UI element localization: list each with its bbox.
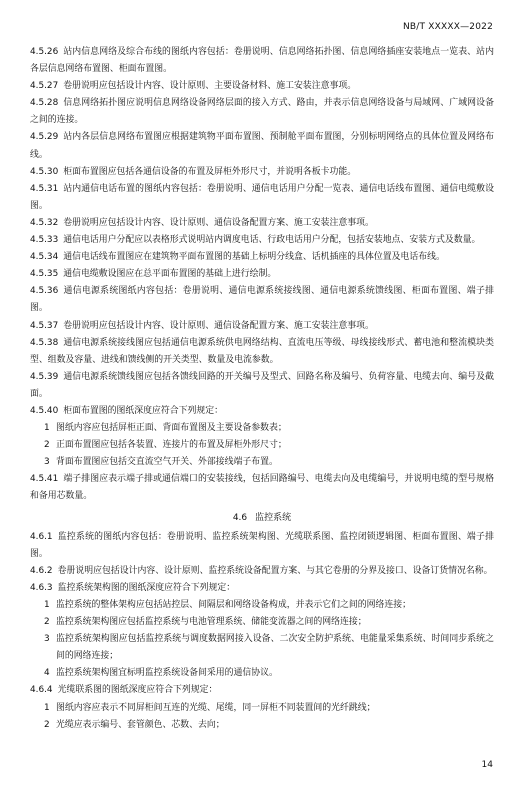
list-item-text: 监控系统的整体架构应包括站控层、间隔层和网络设备构成，并表示它们之间的网络连接；	[56, 600, 411, 610]
list-item	[30, 665, 494, 682]
clause-number: 4.5.39	[30, 371, 59, 382]
clause-paragraph	[30, 215, 494, 232]
clause-paragraph	[30, 283, 494, 317]
list-item-number: 1	[44, 600, 50, 610]
clause-paragraph	[30, 95, 494, 129]
clause-number: 4.5.41	[30, 474, 59, 485]
clause-number: 4.6.3	[30, 582, 53, 593]
clause-number: 4.6.4	[30, 685, 53, 696]
clause-text: 卷册说明应包括设计内容、设计原则、主要设备材料、施工安装注意事项。	[63, 81, 357, 92]
list-item-number: 2	[44, 617, 50, 628]
clause-paragraph	[30, 164, 494, 181]
document-body	[30, 44, 494, 734]
clause-text: 卷册说明应包括设计内容、设计原则、监控系统设备配置方案、与其它卷册的分界及接口、设备订货情况名称。	[57, 565, 493, 576]
page-number: 14	[481, 760, 493, 770]
list-item-text: 图纸内容应表示不同屏柜间互连的光缆、尾缆，同一屏柜不同装置间的光纤跳线；	[56, 702, 376, 713]
list-item-number: 1	[44, 702, 50, 713]
list-item	[30, 631, 494, 665]
clause-paragraph	[30, 529, 494, 563]
clause-text: 监控系统架构图的图纸深度应符合下列规定：	[57, 582, 236, 593]
clause-number: 4.5.32	[30, 217, 59, 228]
clause-paragraph	[30, 249, 494, 266]
list-item-text: 背面布置图应包括交直流空气开关、外部接线端子布置。	[56, 457, 278, 468]
clause-number: 4.5.40	[30, 405, 59, 416]
list-item-number: 2	[44, 440, 50, 451]
clause-number: 4.5.28	[30, 98, 59, 109]
clause-paragraph	[30, 335, 494, 369]
clause-text: 通信电源系统馈线图应包括各馈线回路的开关编号及型式、回路名称及编号、负荷容量、电缆去向、编号及截面。	[30, 371, 494, 399]
clause-paragraph	[30, 78, 494, 95]
clause-number: 4.5.36	[30, 286, 59, 297]
clause-text: 站内通信电话布置的图纸内容包括：卷册说明、通信电话用户分配一览表、通信电话线布置图、通信电缆敷设图。	[30, 183, 494, 211]
clause-text: 站内各层信息网络布置图应根据建筑物平面布置图、预制舱平面布置图，分别标明网络点的具体位置及网络布线。	[30, 132, 494, 160]
clause-number: 4.5.26	[30, 47, 59, 57]
clause-number: 4.5.34	[30, 252, 59, 263]
clause-number: 4.5.27	[30, 81, 59, 92]
clause-paragraph	[30, 129, 494, 163]
clause-text: 端子排图应表示端子排或通信端口的安装接线，包括回路编号、电缆去向及电缆编号，并说明电缆的型号规格和备用芯数量。	[30, 474, 494, 502]
list-item	[30, 614, 494, 631]
document-code: NB/T XXXXX—2022	[402, 22, 493, 32]
clause-text: 通信电源系统接线图应包括通信电源系统供电网络结构、直流电压等级、母线接线形式、蓄电池和整流模块类型、组数及容量、进线和馈线侧的开关类型、数量及电流参数。	[30, 337, 494, 365]
list-item-number: 2	[44, 719, 50, 730]
clause-text: 光缆联系图的图纸深度应符合下列规定：	[57, 685, 218, 696]
clause-paragraph	[30, 563, 494, 580]
clause-text: 卷册说明应包括设计内容、设计原则、通信设备配置方案、施工安装注意事项。	[63, 320, 374, 331]
clause-paragraph	[30, 403, 494, 420]
list-item	[30, 597, 494, 614]
list-item-text: 监控系统架构图应包括监控系统与电池管理系统、储能变流器之间的网络连接；	[56, 617, 367, 628]
clause-number: 4.5.31	[30, 183, 59, 194]
list-item-text: 正面布置图应包括各装置、连接片的布置及屏柜外形尺寸；	[56, 440, 287, 451]
clause-number: 4.5.29	[30, 132, 59, 143]
clause-number: 4.6.1	[30, 531, 53, 542]
list-item-text: 图纸内容应包括屏柜正面、背面布置图及主要设备参数表；	[56, 423, 287, 434]
clause-number: 4.5.37	[30, 320, 59, 331]
clause-paragraph	[30, 181, 494, 215]
section-number: 4.6	[232, 512, 248, 523]
clause-paragraph	[30, 232, 494, 249]
clause-paragraph	[30, 266, 494, 283]
clause-number: 4.5.38	[30, 337, 59, 348]
clause-number: 4.5.33	[30, 235, 59, 246]
clause-number: 4.5.35	[30, 269, 59, 280]
clause-paragraph	[30, 580, 494, 597]
list-item-number: 3	[44, 457, 50, 468]
list-item-text: 光缆应表示编号、套管颜色、芯数、去向；	[56, 719, 225, 730]
clause-number: 4.5.30	[30, 166, 59, 177]
clause-paragraph	[30, 682, 494, 699]
clause-text: 监控系统的图纸内容包括：卷册说明、监控系统架构图、光缆联系图、监控闭锁逻辑图、柜面布置图、端子排图。	[30, 531, 494, 559]
clause-text: 通信电话用户分配应以表格形式说明站内调度电话、行政电话用户分配，包括安装地点、安装方式及数量。	[63, 235, 481, 246]
clause-paragraph	[30, 369, 494, 403]
list-item-number: 1	[44, 423, 50, 434]
clause-paragraph	[30, 318, 494, 335]
list-item-text: 监控系统架构图应包括监控系统与调度数据网接入设备、二次安全防护系统、电能量采集系统、时间同步系统之间的网络连接；	[56, 634, 494, 662]
list-item	[30, 717, 494, 734]
clause-text: 柜面布置图应包括各通信设备的布置及屏柜外形尺寸，并说明各板卡功能。	[63, 166, 357, 177]
list-item	[30, 420, 494, 437]
clause-paragraph	[30, 44, 494, 78]
section-heading	[30, 510, 494, 527]
clause-text: 通信电话线布置图应在建筑物平面布置图的基础上标明分线盒、话机插座的具体位置及电话布线。	[63, 252, 445, 263]
list-item	[30, 700, 494, 717]
clause-paragraph	[30, 471, 494, 505]
section-title-text: 监控系统	[255, 512, 292, 523]
clause-text: 卷册说明应包括设计内容、设计原则、通信设备配置方案、施工安装注意事项。	[63, 217, 374, 228]
clause-number: 4.6.2	[30, 565, 53, 576]
list-item-number: 3	[44, 634, 50, 645]
list-item	[30, 454, 494, 471]
clause-text: 站内信息网络及综合布线的图纸内容包括：卷册说明、信息网络拓扑图、信息网络插座安装地点一览表、站内各层信息网络布置图、柜面布置图。	[30, 47, 494, 75]
clause-text: 柜面布置图的图纸深度应符合下列规定：	[63, 405, 223, 416]
list-item-number: 4	[44, 668, 50, 679]
list-item	[30, 437, 494, 454]
list-item-text: 监控系统架构图宜标明监控系统设备间采用的通信协议。	[56, 668, 278, 679]
clause-text: 信息网络拓扑图应说明信息网络设备网络层面的接入方式、路由，并表示信息网络设备与局域网、广域网设备之间的连接。	[30, 98, 494, 126]
clause-text: 通信电缆敷设图应在总平面布置图的基础上进行绘制。	[63, 269, 277, 280]
clause-text: 通信电源系统图纸内容包括：卷册说明、通信电源系统接线图、通信电源系统馈线图、柜面布置图、端子排图。	[30, 286, 494, 314]
